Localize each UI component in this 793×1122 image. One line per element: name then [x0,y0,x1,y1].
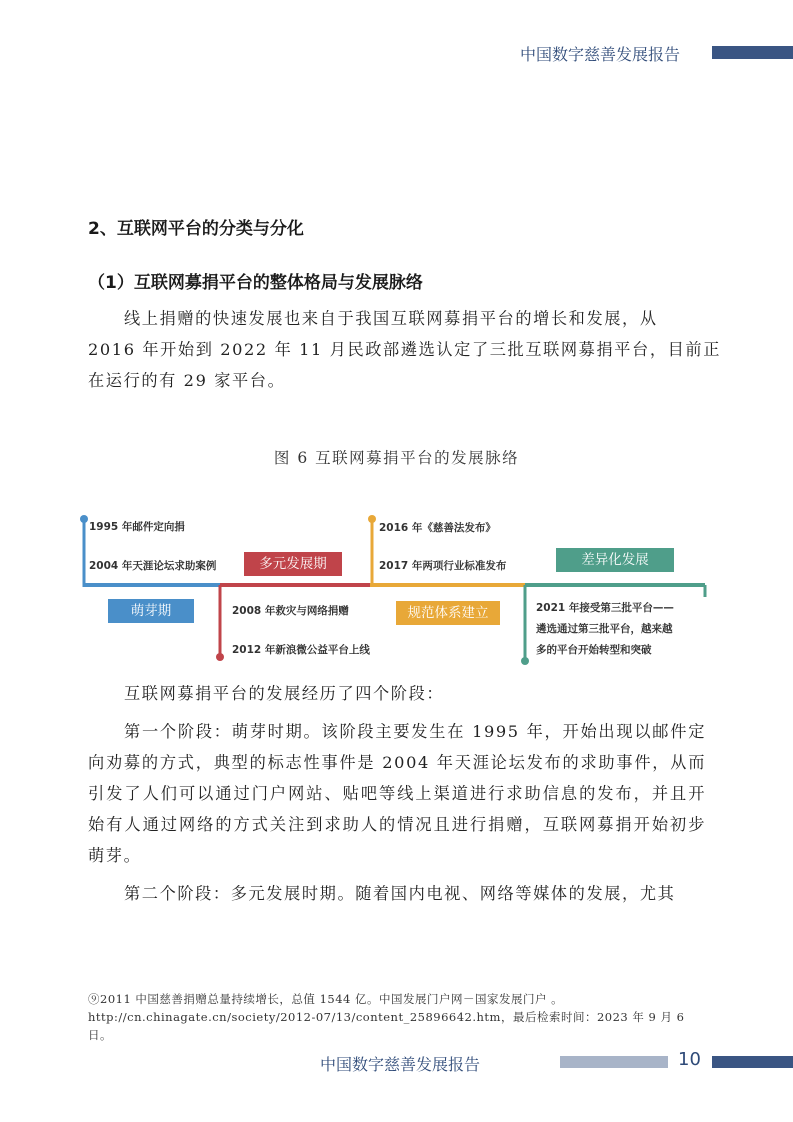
stage-differentiation: 差异化发展 [556,548,674,572]
event-2021-line1: 2021 年接受第三批平台—— [536,602,674,614]
event-1995: 1995 年邮件定向捐 [89,521,185,533]
intro-line-2: 2016 年开始到 2022 年 11 月民政部遴选认定了三批互联网募捐平台，目前正 [88,340,721,359]
figure-caption: 图 6 互联网募捐平台的发展脉络 [273,449,520,467]
event-2017: 2017 年两项行业标准发布 [379,560,507,572]
stage-regulation: 规范体系建立 [396,601,500,625]
event-2021-line2: 遴选通过第三批平台，越来越 [536,623,673,635]
stage-diversified: 多元发展期 [244,552,342,576]
footer-accent-bar-left [560,1056,668,1068]
intro-line-3: 在运行的有 29 家平台。 [88,371,286,390]
event-2021-line3: 多的平台开始转型和突破 [536,644,652,656]
footer-accent-bar-right [712,1056,793,1068]
timeline-figure [0,505,793,670]
header-title: 中国数字慈善发展报告 [520,45,681,64]
intro-paragraph [88,303,721,396]
stages-intro-paragraph: 互联网募捐平台的发展经历了四个阶段： [124,684,445,703]
subsection-heading: （1）互联网募捐平台的整体格局与发展脉络 [88,273,423,293]
intro-line-1: 线上捐赠的快速发展也来自于我国互联网募捐平台的增长和发展，从 [124,309,658,328]
section-heading: 2、互联网平台的分类与分化 [88,219,304,239]
header-accent-bar [712,46,793,59]
event-2012: 2012 年新浪微公益平台上线 [232,644,370,656]
footnote: ⑨2011 中国慈善捐赠总量持续增长，总值 1544 亿。中国发展门户网－国家发展门户 。 http://cn.chinagate.cn/society/2012-07/13/content_25896642.htm，最后检索时间：2023 年 9 月 6 日。 [88,992,685,1042]
stage-two-paragraph: 第二个阶段：多元发展时期。随着国内电视、网络等媒体的发展，尤其 [124,884,676,903]
event-2004: 2004 年天涯论坛求助案例 [89,560,217,572]
stage-germination: 萌芽期 [108,599,194,623]
event-2016: 2016 年《慈善法发布》 [379,522,496,534]
footer-title: 中国数字慈善发展报告 [320,1055,481,1074]
page-number: 10 [678,1049,701,1070]
event-2008: 2008 年救灾与网络捐赠 [232,605,349,617]
stage-one-paragraph: 第一个阶段：萌芽时期。该阶段主要发生在 1995 年，开始出现以邮件定向劝募的方式，典型的标志性事件是 2004 年天涯论坛发布的求助事件，从而引发了人们可以通过门户网站、贴吧等线上渠道进行求助信息的发布，并且开始有人通过网络的方式关注到求助人的情况且进行捐赠，互联网募捐开始初步萌芽。 [88,722,706,865]
